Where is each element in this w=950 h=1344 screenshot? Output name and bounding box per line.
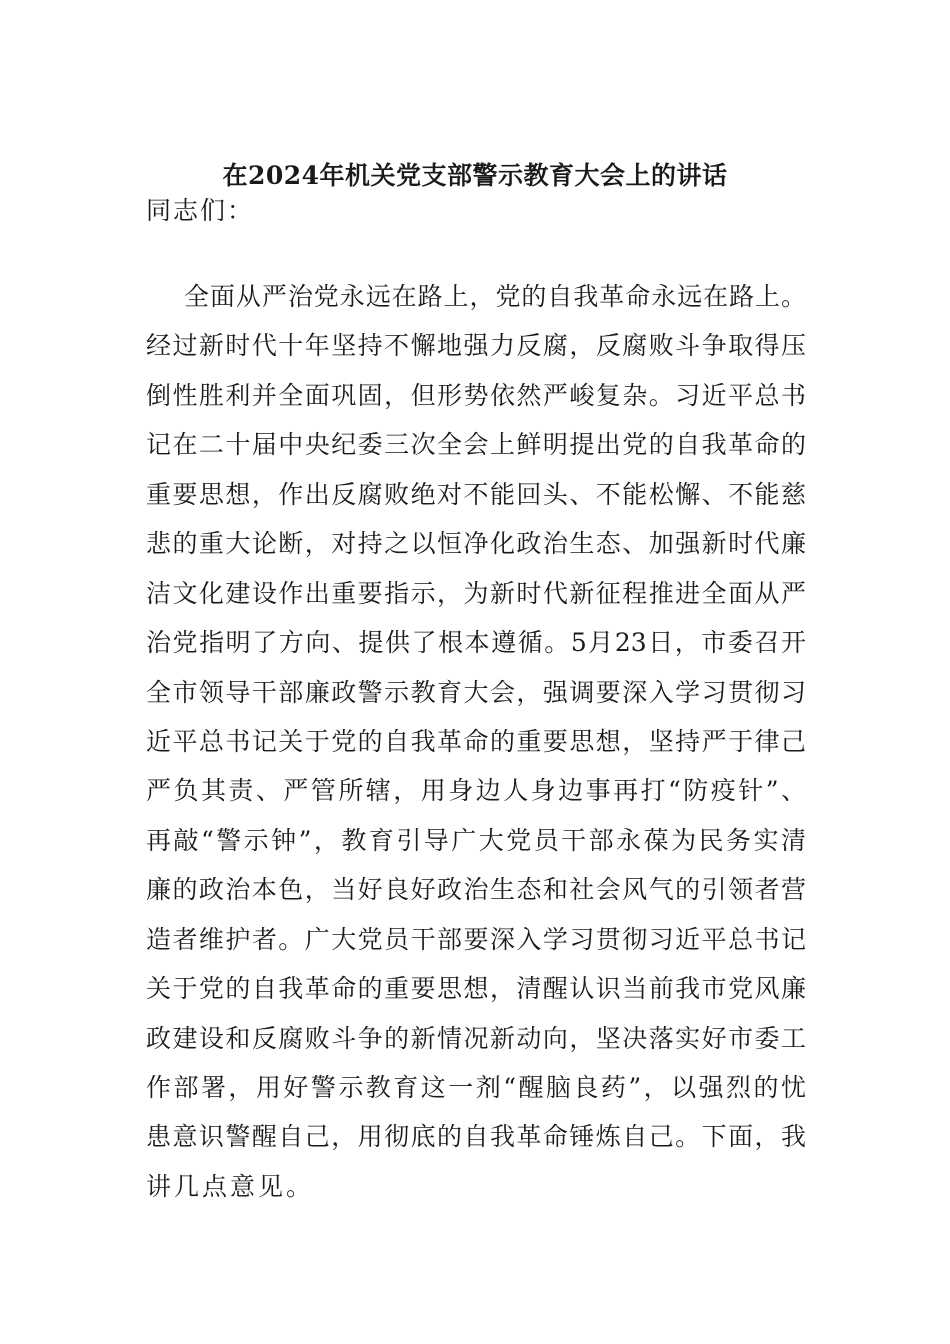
paragraph-line: 政建设和反腐败斗争的新情况新动向，坚决落实好市委工 (146, 1023, 806, 1053)
paragraph-line: 关于党的自我革命的重要思想，清醒认识当前我市党风廉 (146, 974, 806, 1004)
paragraph-line: 记在二十届中央纪委三次全会上鲜明提出党的自我革命的 (146, 430, 806, 460)
paragraph-line: 近平总书记关于党的自我革命的重要思想，坚持严于律己 (146, 726, 806, 756)
paragraph-line: 经过新时代十年坚持不懈地强力反腐，反腐败斗争取得压 (146, 331, 806, 361)
paragraph-line: 作部署，用好警示教育这一剂“醒脑良药”，以强烈的忧 (146, 1073, 806, 1102)
paragraph-line: 洁文化建设作出重要指示，为新时代新征程推进全面从严 (146, 578, 806, 608)
paragraph-line: 严负其责、严管所辖，用身边人身边事再打“防疫针”、 (146, 776, 806, 806)
paragraph-line: 悲的重大论断，对持之以恒净化政治生态、加强新时代廉 (146, 529, 806, 559)
document-title: 在2024年机关党支部警示教育大会上的讲话 (222, 161, 728, 190)
paragraph-line: 全市领导干部廉政警示教育大会，强调要深入学习贯彻习 (146, 677, 806, 707)
body-paragraph (146, 277, 806, 1216)
paragraph-line: 重要思想，作出反腐败绝对不能回头、不能松懈、不能慈 (146, 479, 806, 509)
paragraph-line: 患意识警醒自己，用彻底的自我革命锤炼自己。下面，我 (146, 1122, 806, 1152)
paragraph-line: 造者维护者。广大党员干部要深入学习贯彻习近平总书记 (146, 924, 806, 954)
salutation: 同志们： (146, 196, 255, 225)
paragraph-line: 倒性胜利并全面巩固，但形势依然严峻复杂。习近平总书 (146, 380, 806, 410)
paragraph-line: 廉的政治本色，当好良好政治生态和社会风气的引领者营 (146, 875, 806, 905)
paragraph-line: 治党指明了方向、提供了根本遵循。5月23日，市委召开 (146, 628, 806, 658)
paragraph-line: 全面从严治党永远在路上，党的自我革命永远在路上。 (184, 282, 806, 311)
paragraph-line: 再敲“警示钟”，教育引导广大党员干部永葆为民务实清 (146, 825, 806, 855)
paragraph-line: 讲几点意见。 (146, 1171, 315, 1201)
